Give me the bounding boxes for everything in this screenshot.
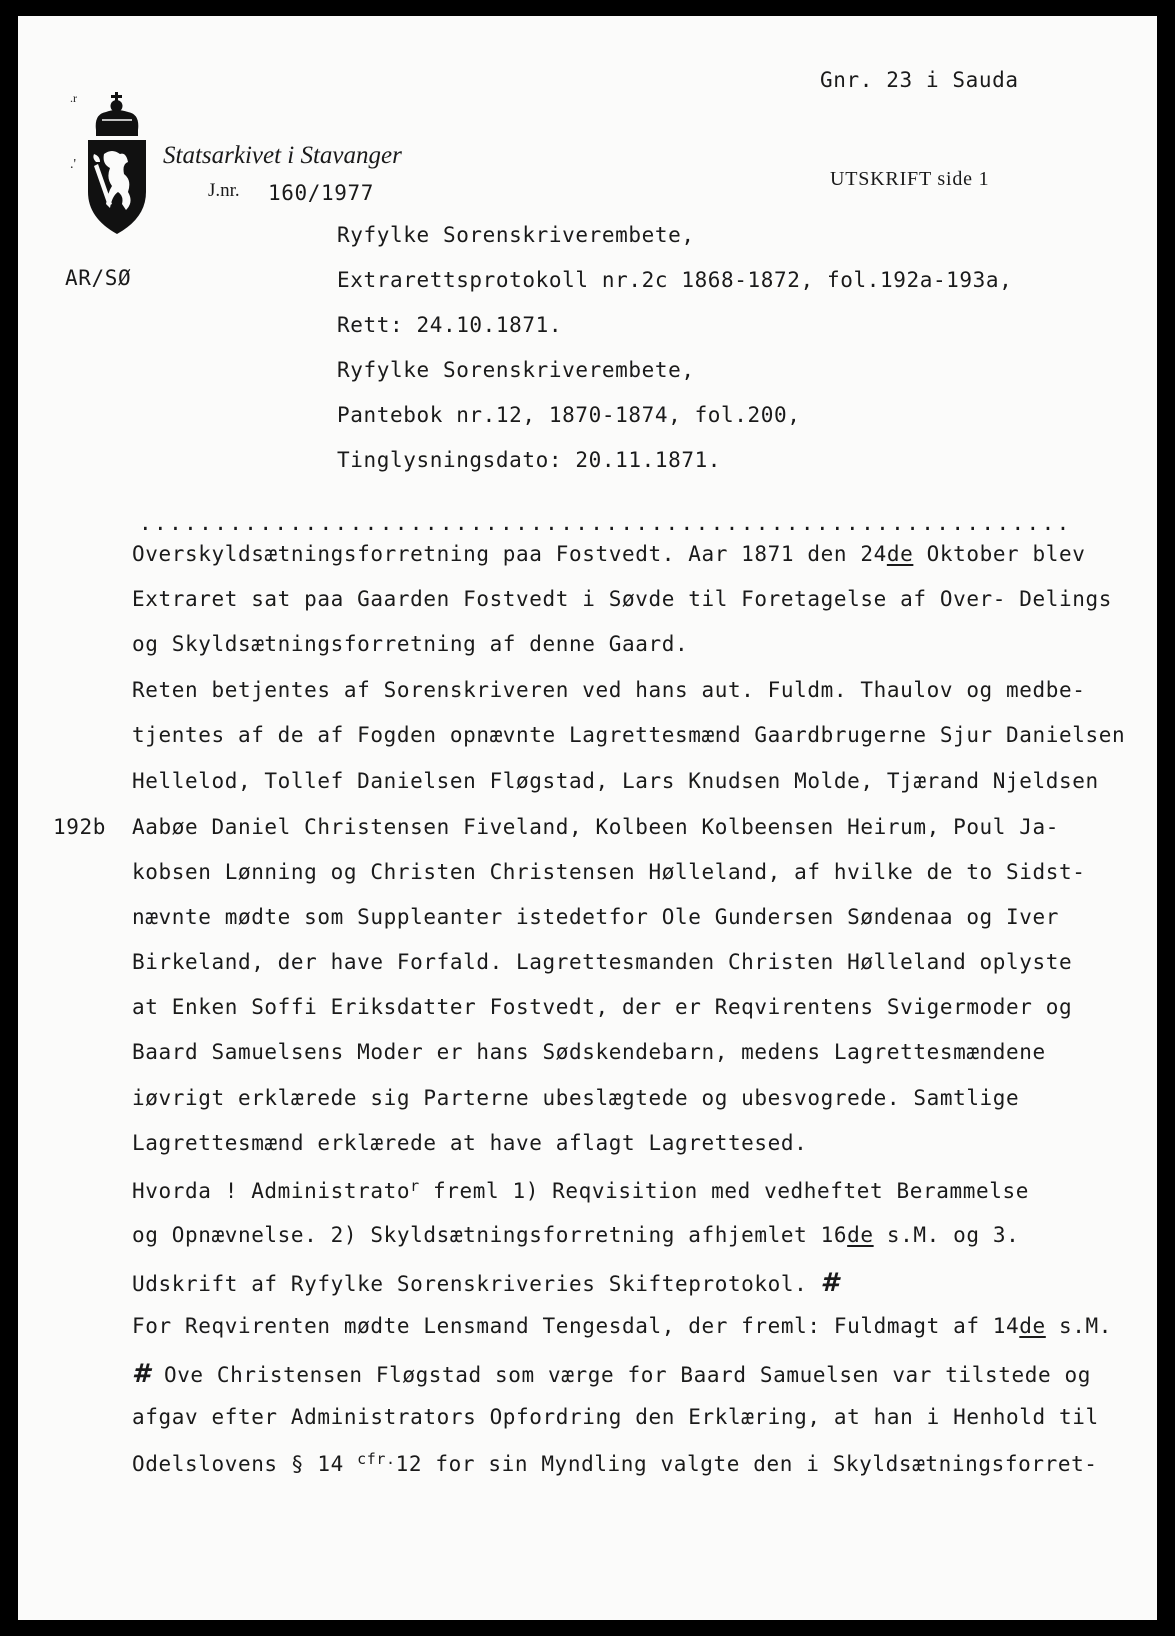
text-line: Overskyldsætningsforretning paa Fostvedt. Aar 1871 den 24de Oktober blev (132, 542, 1086, 566)
margin-folio-note: 192b (53, 815, 106, 839)
text-line: Reten betjentes af Sorenskriveren ved hans aut. Fuldm. Thaulov og medbe- (132, 678, 1086, 702)
text-line: For Reqvirenten mødte Lensmand Tengesdal, der freml: Fuldmagt af 14de s.M. (132, 1314, 1113, 1338)
svg-text:.': .' (70, 157, 77, 172)
text-line: Lagrettesmænd erklærede at have aflagt Lagrettesed. (132, 1131, 808, 1155)
text-line: # Ove Christensen Fløgstad som værge for Baard Samuelsen var tilstede og (132, 1359, 1091, 1389)
text-line: Odelslovens § 14 $^{cfr.}$12 for sin Myndling valgte den i Skyldsætningsforret- (132, 1450, 1098, 1476)
document-page (18, 16, 1157, 1620)
author-initials: AR/SØ (65, 266, 132, 290)
text-line: Udskrift af Ryfylke Sorenskriveries Skifteprotokol. # (132, 1268, 840, 1298)
archive-name: Statsarkivet i Stavanger (163, 142, 402, 169)
property-number: Gnr. 23 i Sauda (820, 68, 1019, 92)
text-line: at Enken Soffi Eriksdatter Fostvedt, der er Reqvirentens Svigermoder og (132, 995, 1073, 1019)
journal-number-label: J.nr. (208, 180, 240, 201)
svg-text:.r: .r (70, 91, 77, 105)
separator-line: .............................................................. (139, 511, 1072, 535)
hash-mark: # (132, 1359, 151, 1389)
reference-line: Pantebok nr.12, 1870-1874, fol.200, (337, 403, 801, 427)
norwegian-coat-of-arms-icon (70, 91, 152, 238)
text-line: Baard Samuelsens Moder er hans Sødskendebarn, medens Lagrettesmændene (132, 1040, 1046, 1064)
reference-line: Ryfylke Sorenskriverembete, (337, 223, 695, 247)
text-line: Extraret sat paa Gaarden Fostvedt i Søvde til Foretagelse af Over- Delings (132, 587, 1112, 611)
text-line: og Skyldsætningsforretning af denne Gaard. (132, 632, 689, 656)
text-line: iøvrigt erklærede sig Parterne ubeslægtede og ubesvogrede. Samtlige (132, 1086, 1020, 1110)
reference-line: Tinglysningsdato: 20.11.1871. (337, 448, 722, 472)
text-line: kobsen Lønning og Christen Christensen Hølleland, af hvilke de to Sidst- (132, 860, 1086, 884)
text-line: tjentes af de af Fogden opnævnte Lagrettesmænd Gaardbrugerne Sjur Danielsen (132, 723, 1126, 747)
transcript-page-label: UTSKRIFT side 1 (830, 168, 990, 190)
text-line: nævnte mødte som Suppleanter istedetfor Ole Gundersen Søndenaa og Iver (132, 905, 1060, 929)
text-line: Hellelod, Tollef Danielsen Fløgstad, Lars Knudsen Molde, Tjærand Njeldsen (132, 769, 1099, 793)
text-line: og Opnævnelse. 2) Skyldsætningsforretning afhjemlet 16de s.M. og 3. (132, 1223, 1020, 1247)
journal-number-value: 160/1977 (268, 181, 374, 205)
reference-line: Extrarettsprotokoll nr.2c 1868-1872, fol.192a-193a, (337, 268, 1013, 292)
text-line: Birkeland, der have Forfald. Lagrettesmanden Christen Hølleland oplyste (132, 950, 1073, 974)
text-line: Hvorda ! Administrato$^r$ freml 1) Reqvisition med vedheftet Berammelse (132, 1177, 1029, 1203)
text-line: afgav efter Administrators Opfordring den Erklæring, at han i Henhold til (132, 1405, 1099, 1429)
reference-line: Rett: 24.10.1871. (337, 313, 563, 337)
reference-line: Ryfylke Sorenskriverembete, (337, 358, 695, 382)
hash-mark: # (820, 1268, 840, 1298)
text-line: Aabøe Daniel Christensen Fiveland, Kolbeen Kolbeensen Heirum, Poul Ja- (132, 815, 1060, 839)
